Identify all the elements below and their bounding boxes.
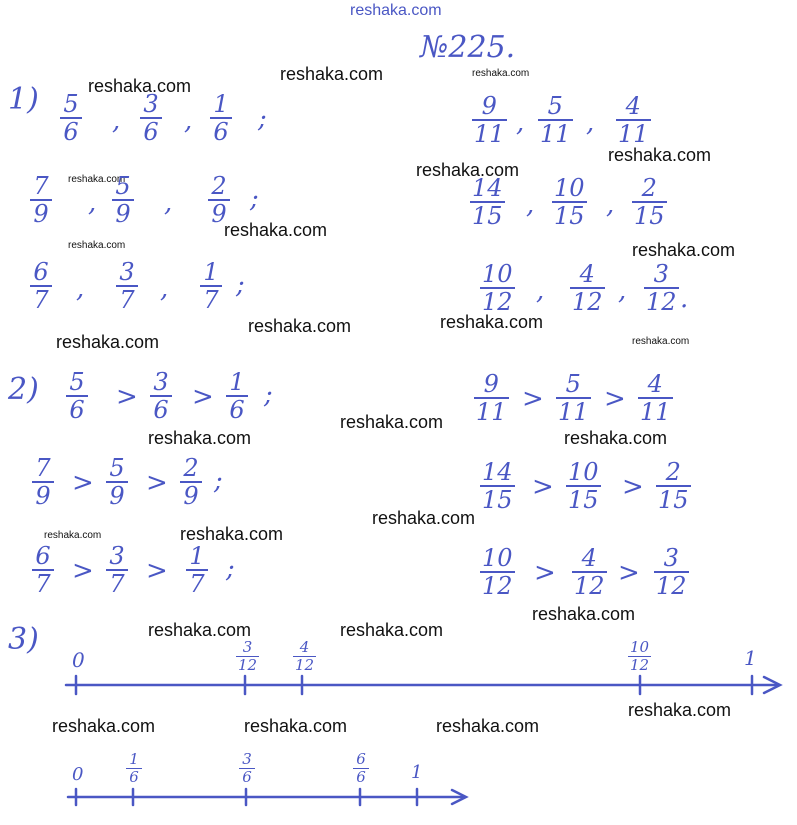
fraction: 14 15 (472, 174, 503, 230)
fraction: 1 6 (226, 370, 248, 422)
watermark: reshaka.com (56, 332, 160, 352)
semicolon: ; (214, 466, 223, 496)
greater-than: > (72, 556, 94, 586)
comma: , (526, 190, 535, 220)
comma: , (606, 190, 615, 220)
greater-than: > (192, 382, 214, 412)
comma: , (112, 106, 121, 136)
watermark: reshaka.com (372, 508, 476, 528)
fraction: 9 11 (476, 370, 507, 426)
axis-1-mark-label: 10 12 (630, 638, 650, 674)
watermark: reshaka.com (340, 412, 444, 432)
watermark: reshaka.com (68, 174, 126, 185)
fraction: 1 7 (186, 544, 208, 596)
fraction: 14 15 (482, 458, 513, 514)
fraction: 2 15 (634, 174, 665, 230)
fraction: 4 12 (574, 544, 605, 600)
fraction: 10 15 (554, 174, 585, 230)
fraction: 4 11 (618, 92, 649, 148)
greater-than: > (622, 472, 644, 502)
greater-than: > (618, 558, 640, 588)
greater-than: > (146, 468, 168, 498)
part-3-label: 3) (8, 622, 39, 657)
semicolon: ; (226, 554, 235, 584)
fraction: 10 15 (568, 458, 599, 514)
fraction: 10 12 (482, 260, 513, 316)
watermark: reshaka.com (632, 336, 690, 347)
comma: , (586, 108, 595, 138)
semicolon: ; (250, 184, 259, 214)
axis-2-one-label: 1 (411, 762, 423, 783)
fraction: 2 9 (208, 174, 230, 226)
axis-2-zero-label: 0 (72, 764, 84, 785)
comma: , (536, 276, 545, 306)
watermark: reshaka.com (224, 220, 328, 240)
fraction: 3 12 (656, 544, 687, 600)
fraction: 4 12 (572, 260, 603, 316)
semicolon: ; (258, 104, 267, 134)
watermark: reshaka.com (472, 68, 530, 79)
fraction: 3 7 (116, 260, 138, 312)
greater-than: > (116, 382, 138, 412)
watermark: reshaka.com (148, 620, 252, 640)
comma: , (88, 188, 97, 218)
comma: , (164, 188, 173, 218)
watermark: reshaka.com (564, 428, 668, 448)
watermark: reshaka.com (350, 2, 442, 19)
watermark: reshaka.com (88, 76, 192, 96)
watermark: reshaka.com (632, 240, 736, 260)
watermark: reshaka.com (340, 620, 444, 640)
comma: , (618, 276, 627, 306)
watermark: reshaka.com (440, 312, 544, 332)
watermark: reshaka.com (180, 524, 284, 544)
fraction: 5 9 (112, 174, 134, 226)
comma: , (184, 106, 193, 136)
fraction: 9 11 (474, 92, 505, 148)
watermark: reshaka.com (436, 716, 540, 736)
greater-than: > (534, 558, 556, 588)
fraction: 5 11 (540, 92, 571, 148)
axis-1-mark-label: 3 12 (238, 638, 258, 674)
axis-1-one-label: 1 (744, 646, 757, 670)
axis-2-mark-label: 6 6 (353, 752, 369, 785)
axis-1-zero-label: 0 (72, 648, 85, 672)
watermark: reshaka.com (248, 316, 352, 336)
watermark: reshaka.com (44, 530, 102, 541)
axis-2-mark-label: 1 6 (126, 752, 142, 785)
fraction: 7 9 (30, 174, 52, 226)
axis-2-mark-label: 3 6 (239, 752, 255, 785)
fraction: 6 7 (32, 544, 54, 596)
fraction: 6 7 (30, 260, 52, 312)
watermark: reshaka.com (52, 716, 156, 736)
watermark: reshaka.com (532, 604, 636, 624)
problem-number: №225. (420, 30, 516, 65)
watermark: reshaka.com (148, 428, 252, 448)
greater-than: > (72, 468, 94, 498)
fraction: 1 7 (200, 260, 222, 312)
watermark: reshaka.com (280, 64, 384, 84)
part-2-label: 2) (8, 372, 39, 407)
comma: , (516, 108, 525, 138)
fraction: 10 12 (482, 544, 513, 600)
fraction: 3 7 (106, 544, 128, 596)
fraction: 4 11 (640, 370, 671, 426)
greater-than: > (604, 384, 626, 414)
fraction: 5 6 (60, 92, 82, 144)
fraction: 7 9 (32, 456, 54, 508)
fraction: 3 12 (646, 260, 677, 316)
greater-than: > (532, 472, 554, 502)
watermark: reshaka.com (68, 240, 126, 251)
fraction: 2 15 (658, 458, 689, 514)
fraction: 3 6 (150, 370, 172, 422)
comma: , (160, 274, 169, 304)
part-1-label: 1) (8, 82, 39, 117)
watermark: reshaka.com (244, 716, 348, 736)
greater-than: > (146, 556, 168, 586)
fraction: 5 6 (66, 370, 88, 422)
comma: , (76, 274, 85, 304)
watermark: reshaka.com (628, 700, 732, 720)
watermark: reshaka.com (416, 160, 520, 180)
semicolon: ; (236, 270, 245, 300)
fraction: 3 6 (140, 92, 162, 144)
fraction: 5 11 (558, 370, 589, 426)
greater-than: > (522, 384, 544, 414)
fraction: 1 6 (210, 92, 232, 144)
fraction: 5 9 (106, 456, 128, 508)
semicolon: ; (264, 380, 273, 410)
period: . (680, 284, 689, 314)
watermark: reshaka.com (608, 145, 712, 165)
axis-1-mark-label: 4 12 (295, 638, 315, 674)
fraction: 2 9 (180, 456, 202, 508)
